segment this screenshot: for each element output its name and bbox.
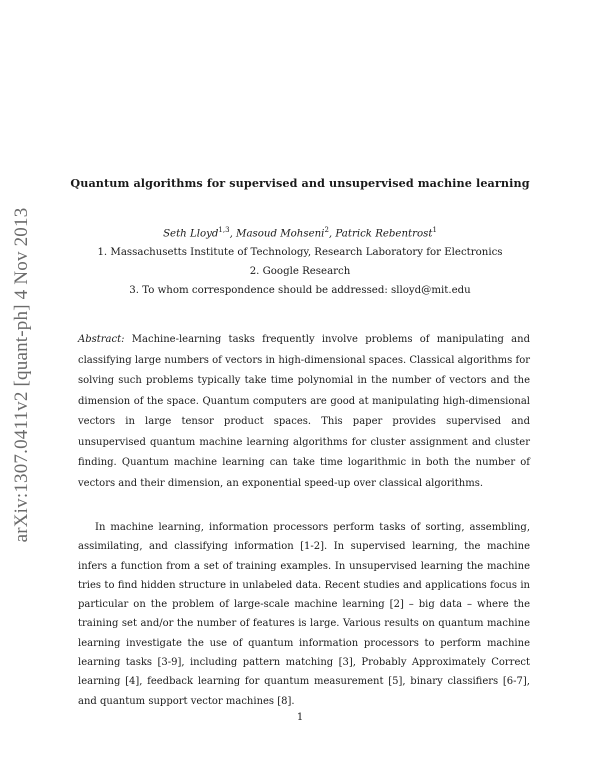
affiliation-line: 2. Google Research <box>249 266 351 277</box>
author-name: Masoud Mohseni <box>236 228 325 240</box>
body-paragraph: In machine learning, information processors perform tasks of sorting, assembling, assimilating, and classifying information [1-2]. In supervised learning, the machine infers a function from a set of training examples. In unsupervised learning the machine tries to find hidden structure in unlabeled data. Recent studies and applications focus in particular on the problem of large-scale machine learning [2] – big data – where the training set and/or the number of features is large. Various results on quantum machine learning investigate the use of quantum information processors to perform machine learning tasks [3-9], including pattern matching [3], Probably Approximately Correct learning [4], feedback learning for quantum measurement [5], binary classifiers [6-7], and quantum support vector machines [8]. <box>78 522 530 707</box>
author-separator: , <box>229 228 237 240</box>
abstract-label: Abstract: <box>78 334 125 345</box>
page-number: 1 <box>296 712 304 723</box>
abstract-text: Machine-learning tasks frequently involve problems of manipulating and classifying large numbers of vectors in high-dimensional spaces. Classical algorithms for solving such problems typically take time polynomial in the number of vectors and the dimension of the space. Quantum computers are good at manipulating high-dimensional vectors in large tensor product spaces. This paper provides supervised and unsupervised quantum machine learning algorithms for cluster assignment and cluster finding. Quantum machine learning can take time logarithmic in both the number of vectors and their dimension, an exponential speed-up over classical algorithms. <box>78 334 530 489</box>
affiliation-line: 1. Massachusetts Institute of Technology, Research Laboratory for Electronics <box>97 247 503 258</box>
author-affiliation-mark: 1,3 <box>218 226 230 234</box>
affiliation-line: 3. To whom correspondence should be addressed: slloyd@mit.edu <box>129 285 471 296</box>
author-affiliation-mark: 2 <box>324 226 329 234</box>
abstract <box>78 330 530 494</box>
author-separator: , <box>328 228 336 240</box>
author-name: Seth Lloyd <box>163 228 219 240</box>
arxiv-sidebar-stamp <box>6 185 38 565</box>
arxiv-identifier: arXiv:1307.0411v2 [quant-ph] 4 Nov 2013 <box>11 207 32 543</box>
author-affiliation-mark: 1 <box>432 226 437 234</box>
paper-title: Quantum algorithms for supervised and unsupervised machine learning <box>70 176 530 190</box>
author-name: Patrick Rebentrost <box>335 228 433 240</box>
author-list <box>0 226 600 239</box>
